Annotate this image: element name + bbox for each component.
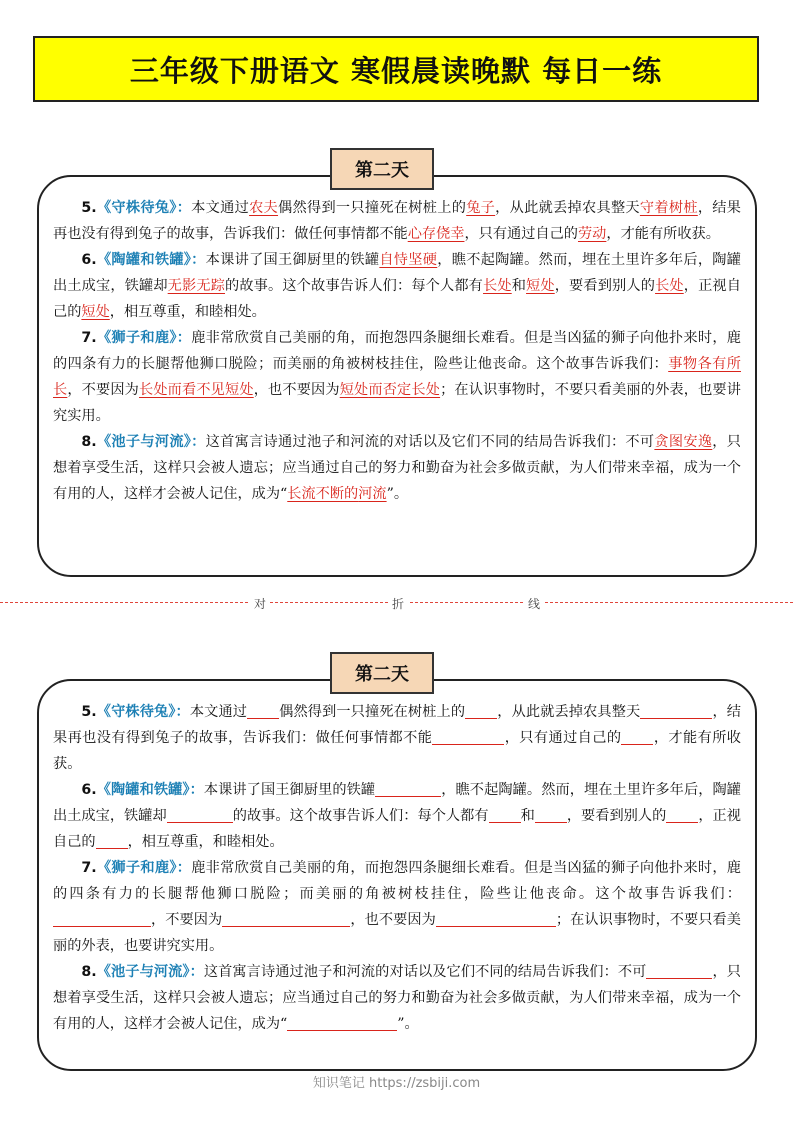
item-6 [53, 777, 741, 855]
text: ，正视自己的 [53, 808, 741, 850]
answer-blank[interactable] [465, 701, 497, 719]
answer: 守着树桩 [639, 200, 698, 216]
story-title: 《守株待兔》 [96, 200, 177, 216]
answer-blank[interactable] [247, 701, 279, 719]
text: ，相互尊重，和睦相处。 [109, 304, 266, 320]
text: ，正视自己的 [53, 278, 741, 320]
item-8 [53, 429, 741, 507]
page-title: 三年级下册语文 寒假晨读晚默 每日一练 [33, 36, 759, 102]
text: ，从此就丢掉农具整天 [495, 200, 640, 216]
text: 本文通过 [189, 704, 248, 720]
text: ，结果再也没有得到兔子的故事，告诉我们：做任何事情都不能 [53, 704, 741, 746]
footer-watermark: 知识笔记 https://zsbiji.com [312, 1076, 481, 1091]
answer: 农夫 [249, 200, 279, 216]
text: ，只有通过自己的 [504, 730, 622, 746]
answer-blank[interactable] [646, 961, 712, 979]
answer: 短处 [339, 382, 369, 398]
answer-blank[interactable] [222, 909, 350, 927]
item-6 [53, 247, 741, 325]
item-number: 5. [81, 704, 97, 720]
day-tab-bottom: 第二天 [330, 652, 434, 694]
story-title: 《池子与河流》 [96, 964, 190, 980]
text: ；在认识事物时，不要只看美丽的外表，也要讲究实用。 [53, 912, 741, 954]
item-number: 7. [81, 860, 97, 876]
text: 这首寓言诗通过池子和河流的对话以及它们不同的结局告诉我们：不可 [205, 434, 655, 450]
text: 这首寓言诗通过池子和河流的对话以及它们不同的结局告诉我们：不可 [203, 964, 647, 980]
answer: 无影无踪 [167, 278, 226, 294]
answer: 兔子 [466, 200, 496, 216]
title-colon: ： [176, 200, 192, 216]
text: ，只有通过自己的 [464, 226, 578, 242]
text: ，不要因为 [151, 912, 223, 928]
item-5 [53, 699, 741, 777]
answer: 短处 [81, 304, 110, 320]
item-number: 8. [81, 434, 97, 450]
answer-blank[interactable] [96, 831, 128, 849]
answer-blank[interactable] [287, 1013, 397, 1031]
item-7 [53, 855, 741, 959]
answer-blank[interactable] [53, 909, 151, 927]
text: 和 [511, 278, 527, 294]
text: ，只想着享受生活，这样只会被人遗忘；应当通过自己的努力和勤奋为社会多做贡献，为人们带来幸福，成为一个有用的人，这样才会被人记住，成为“ [53, 964, 741, 1032]
answer: 事物各有所长 [53, 356, 741, 398]
text: ；在认识事物时，不要只看美丽的外表，也要讲究实用。 [53, 382, 741, 424]
answer-blank[interactable] [666, 805, 698, 823]
item-number: 7. [81, 330, 97, 346]
text: 偶然得到一只撞死在树桩上的 [279, 704, 466, 720]
answer-blank[interactable] [535, 805, 567, 823]
answer-blank[interactable] [167, 805, 233, 823]
answer-blank[interactable] [489, 805, 521, 823]
title-colon: ： [189, 782, 204, 798]
text: 本课讲了国王御厨里的铁罐 [205, 252, 380, 268]
item-number: 5. [81, 200, 97, 216]
story-title: 《陶罐和铁罐》 [96, 252, 192, 268]
text: 的故事。这个故事告诉人们：每个人都有 [232, 808, 489, 824]
answer-panel [37, 175, 757, 577]
text: 本文通过 [191, 200, 250, 216]
title-colon: ： [189, 964, 204, 980]
answer: 长流不断的 [287, 486, 359, 502]
answer-blank[interactable] [432, 727, 504, 745]
answer: 贪图安逸 [654, 434, 713, 450]
item-8 [53, 959, 741, 1037]
text: ，从此就丢掉农具整天 [497, 704, 641, 720]
text: ，瞧不起陶罐。然而，埋在土里许多年后，陶罐出土成宝，铁罐却 [53, 252, 741, 294]
text: ，瞧不起陶罐。然而，埋在土里许多年后，陶罐出土成宝，铁罐却 [53, 782, 741, 824]
answer: 自恃坚硬 [379, 252, 438, 268]
day-tab-top: 第二天 [330, 148, 434, 190]
text: ”。 [397, 1016, 419, 1032]
item-number: 6. [81, 782, 97, 798]
story-title: 《狮子和鹿》 [96, 330, 177, 346]
fold-char: 线 [524, 595, 544, 612]
text: 鹿非常欣赏自己美丽的角，而抱怨四条腿细长难看。但是当凶猛的狮子向他扑来时，鹿的四条有力的长腿帮他狮口脱险；而美丽的角被树枝挂住，险些让他丧命。这个故事告诉我们： [53, 330, 741, 372]
answer: 心存侥幸 [407, 226, 465, 242]
answer-blank[interactable] [640, 701, 712, 719]
text: ，才能有所收获。 [53, 730, 741, 772]
text: ，相互尊重，和睦相处。 [127, 834, 284, 850]
fold-char: 对 [250, 595, 270, 612]
text: ，不要因为 [67, 382, 140, 398]
text: ，结果再也没有得到兔子的故事，告诉我们：做任何事情都不能 [53, 200, 741, 242]
text: 鹿非常欣赏自己美丽的角，而抱怨四条腿细长难看。但是当凶猛的狮子向他扑来时，鹿的四条有力的长腿帮他狮口脱险；而美丽的角被树枝挂住，险些让他丧命。这个故事告诉我们： [53, 860, 741, 902]
text: ，才能有所收获。 [606, 226, 720, 242]
text: 和 [520, 808, 535, 824]
title-colon: ： [191, 252, 206, 268]
text: 偶然得到一只撞死在树桩上的 [278, 200, 467, 216]
answer: 长处 [655, 278, 684, 294]
text: ，要看到别人的 [566, 808, 667, 824]
answer-blank[interactable] [436, 909, 556, 927]
text: ，也不要因为 [350, 912, 436, 928]
answer: 河流 [358, 486, 387, 502]
story-title: 《守株待兔》 [96, 704, 176, 720]
text: 本课讲了国王御厨里的铁罐 [203, 782, 376, 798]
answer: 长处而看不见短处 [139, 382, 254, 398]
answer-blank[interactable] [375, 779, 441, 797]
answer: 而否定长处 [368, 382, 441, 398]
title-colon: ： [175, 704, 190, 720]
answer: 劳动 [577, 226, 607, 242]
item-number: 8. [81, 964, 97, 980]
exercise-panel [37, 679, 757, 1071]
item-7 [53, 325, 741, 429]
story-title: 《狮子和鹿》 [96, 860, 177, 876]
story-title: 《陶罐和铁罐》 [96, 782, 190, 798]
text: ，要看到别人的 [554, 278, 656, 294]
title-colon: ： [176, 860, 192, 876]
item-5 [53, 195, 741, 247]
story-title: 《池子与河流》 [96, 434, 192, 450]
title-colon: ： [191, 434, 206, 450]
answer: 长处 [483, 278, 512, 294]
item-number: 6. [81, 252, 97, 268]
fold-char: 折 [388, 595, 408, 612]
answer: 短处 [526, 278, 555, 294]
text: 的故事。这个故事告诉人们：每个人都有 [225, 278, 484, 294]
text: ”。 [386, 486, 409, 502]
title-colon: ： [176, 330, 192, 346]
text: ，也不要因为 [253, 382, 340, 398]
answer-blank[interactable] [621, 727, 653, 745]
text: ，只想着享受生活，这样只会被人遗忘；应当通过自己的努力和勤奋为社会多做贡献，为人们带来幸福，成为一个有用的人，这样才会被人记住，成为“ [53, 434, 741, 502]
